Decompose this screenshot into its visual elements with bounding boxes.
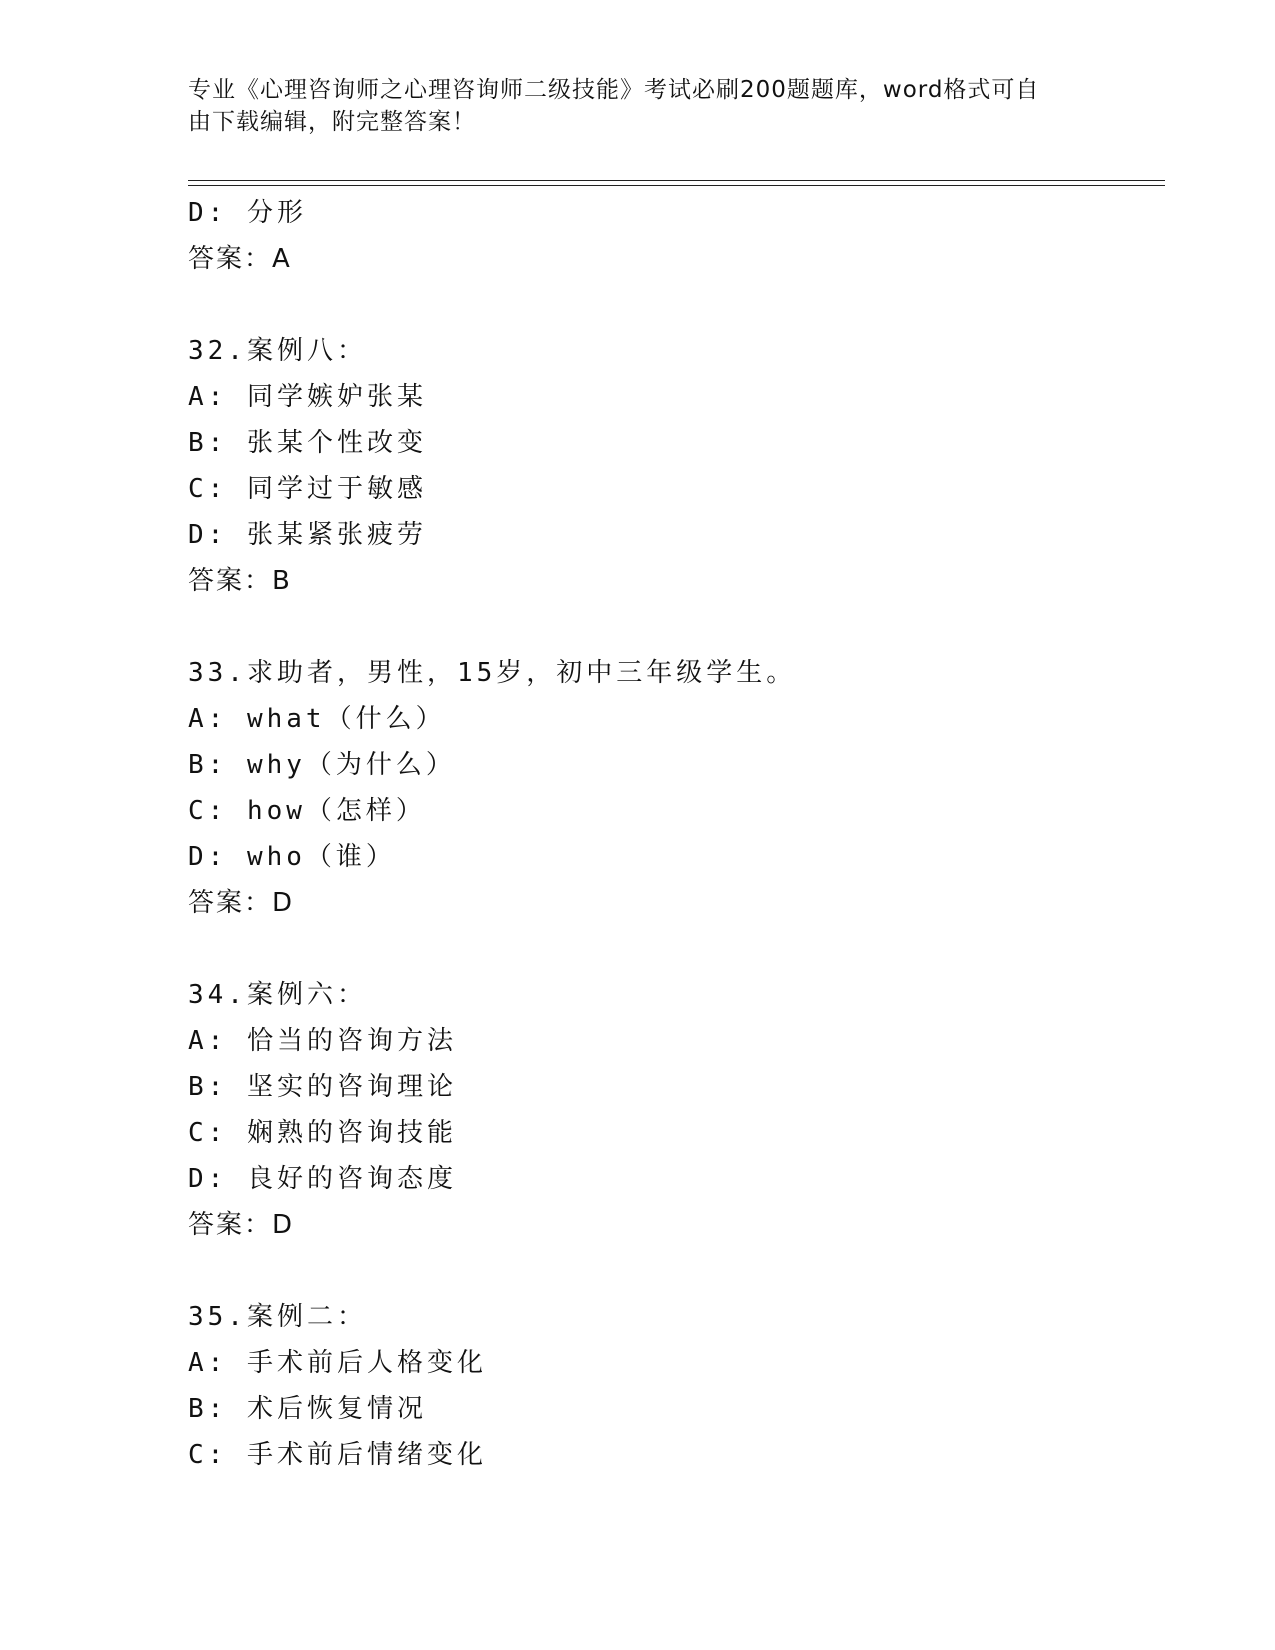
question-stem: 34.案例六： [188,980,367,1010]
answer-text: 答案：B [188,566,292,596]
question-item [188,1294,1168,1478]
page-header [188,74,1068,138]
answer-text: 答案：D [188,1210,295,1240]
spacer [188,282,1168,328]
question-item [188,328,1168,604]
option-text: B: 坚实的咨询理论 [188,1072,457,1102]
question-stem: 35.案例二： [188,1302,367,1332]
option-text: B: 术后恢复情况 [188,1394,427,1424]
option-text: B: 张某个性改变 [188,428,427,458]
option-text: A: 恰当的咨询方法 [188,1026,457,1056]
option-text: A: what（什么） [188,704,446,734]
question-list [188,190,1168,1478]
option-text: D: 张某紧张疲劳 [188,520,427,550]
question-stem: 32.案例八： [188,336,367,366]
option-text: A: 手术前后人格变化 [188,1348,487,1378]
question-item [188,650,1168,926]
question-stem: 33.求助者，男性，15岁，初中三年级学生。 [188,658,797,688]
option-text: C: how（怎样） [188,796,426,826]
option-text: C: 同学过于敏感 [188,474,427,504]
option-text: D: 良好的咨询态度 [188,1164,457,1194]
answer-text: 答案：A [188,244,292,274]
spacer [188,604,1168,650]
header-title-line-2: 由下载编辑，附完整答案！ [188,109,476,135]
spacer [188,1248,1168,1294]
header-divider-top [188,180,1165,181]
question-item [188,972,1168,1248]
option-text: B: why（为什么） [188,750,456,780]
option-text: C: 手术前后情绪变化 [188,1440,487,1470]
option-text: D: who（谁） [188,842,396,872]
answer-text: 答案：D [188,888,295,918]
header-divider-bottom [188,185,1165,186]
header-title-line-1: 专业《心理咨询师之心理咨询师二级技能》考试必刷200题题库，word格式可自 [188,77,1040,103]
option-text: A: 同学嫉妒张某 [188,382,427,412]
option-text: D: 分形 [188,198,307,228]
spacer [188,926,1168,972]
option-text: C: 娴熟的咨询技能 [188,1118,457,1148]
